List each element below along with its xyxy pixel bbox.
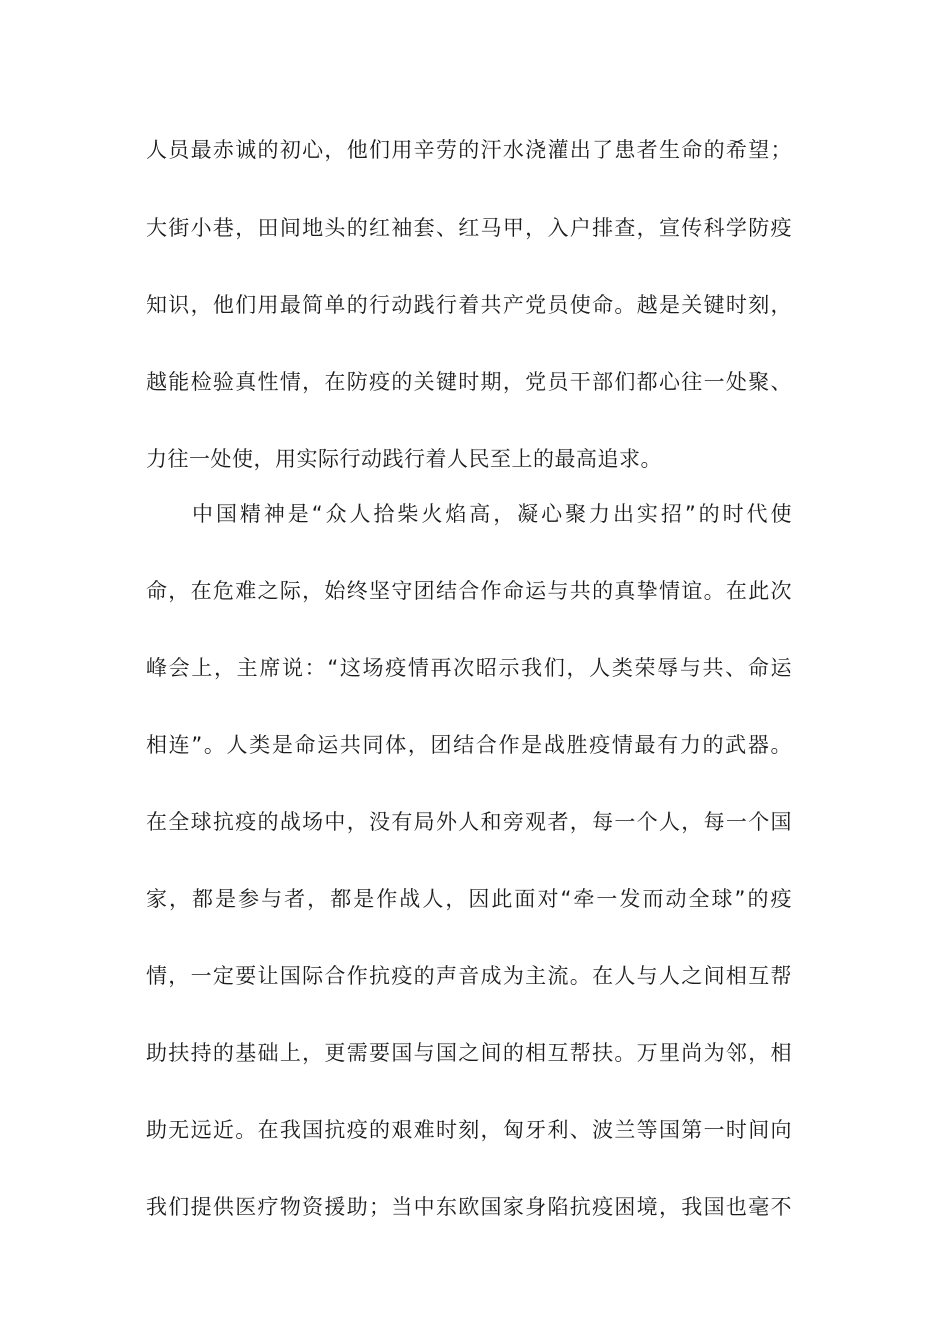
text-line: 越能检验真性情，在防疫的关键时期，党员干部们都心往一处聚、 bbox=[146, 370, 792, 394]
text-line: 命，在危难之际，始终坚守团结合作命运与共的真挚情谊。在此次 bbox=[146, 579, 792, 603]
text-line: 峰会上，主席说：“这场疫情再次昭示我们，人类荣辱与共、命运 bbox=[146, 656, 792, 680]
text-line: 我们提供医疗物资援助；当中东欧国家身陷抗疫困境，我国也毫不 bbox=[146, 1195, 792, 1219]
text-line: 相连”。人类是命运共同体，团结合作是战胜疫情最有力的武器。 bbox=[146, 733, 792, 757]
text-line: 情，一定要让国际合作抗疫的声音成为主流。在人与人之间相互帮 bbox=[146, 964, 792, 988]
text-line: 知识，他们用最简单的行动践行着共产党员使命。越是关键时刻， bbox=[146, 293, 792, 317]
text-line: 助扶持的基础上，更需要国与国之间的相互帮扶。万里尚为邻，相 bbox=[146, 1041, 792, 1065]
text-line: 大街小巷，田间地头的红袖套、红马甲，入户排查，宣传科学防疫 bbox=[146, 216, 792, 240]
text-line: 人员最赤诚的初心，他们用辛劳的汗水浇灌出了患者生命的希望； bbox=[146, 138, 792, 162]
text-line: 在全球抗疫的战场中，没有局外人和旁观者，每一个人，每一个国 bbox=[146, 810, 792, 834]
text-line: 助无远近。在我国抗疫的艰难时刻，匈牙利、波兰等国第一时间向 bbox=[146, 1118, 792, 1142]
text-line: 力往一处使，用实际行动践行着人民至上的最高追求。 bbox=[146, 447, 662, 471]
text-line: 家，都是参与者，都是作战人，因此面对“牵一发而动全球”的疫 bbox=[146, 887, 792, 911]
paragraph-first-line: 中国精神是“众人拾柴火焰高，凝心聚力出实招”的时代使 bbox=[192, 502, 792, 526]
